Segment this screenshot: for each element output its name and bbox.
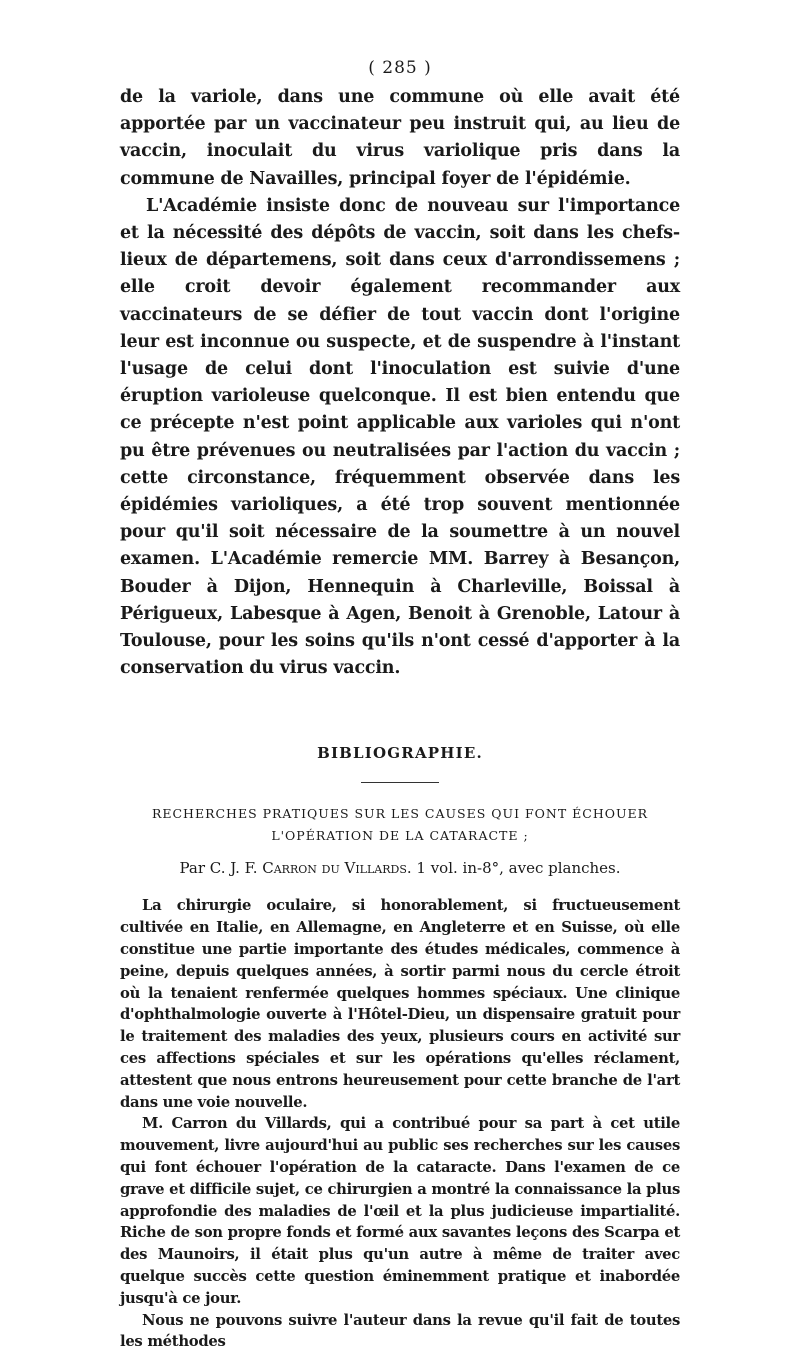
- section-divider: [361, 782, 439, 783]
- review-title-line-1: RECHERCHES PRATIQUES SUR LES CAUSES QUI FONT ÉCHOUER: [151, 806, 649, 822]
- review-paragraph-1: La chirurgie oculaire, si honorablement, si fructueusement cultivée en Italie, en Allemagne, en Angleterre et en Suisse, où elle constitue une partie importante des études médicales, commence à peine, depuis quelques années, à sortir parmi nous du cercle étroit où la tenaient renfermée quelques hommes spéciaux. Une clinique d'ophthalmologie ouverte à l'Hôtel-Dieu, un dispensaire gratuit pour le traitement des maladies des yeux, plusieurs cours en activité sur ces affections spéciales et sur les opérations qu'elles réclament, attestent que nous entrons heureusement pour cette branche de l'art dans une voie nouvelle.: [120, 897, 680, 1111]
- page-number: ( 285 ): [368, 58, 432, 78]
- document-page: [120, 58, 680, 1353]
- review-paragraph-2: M. Carron du Villards, qui a contribué pour sa part à cet utile mouvement, livre aujourd'hui au public ses recherches sur les causes qui font échouer l'opération de la cataracte. Dans l'examen de ce grave et difficile sujet, ce chirurgien a montré la connaissance la plus approfondie des maladies de l'œil et la plus judicieuse impartialité. Riche de son propre fonds et formé aux savantes leçons des Scarpa et des Maunoirs, il était plus qu'un autre à même de traiter avec quelque succès cette question éminemment pratique et inabordée jusqu'à ce jour.: [120, 1115, 680, 1307]
- body-paragraph-1: de la variole, dans une commune où elle avait été apportée par un vaccinateur peu instruit qui, au lieu de vaccin, inoculait du virus variolique pris dans la commune de Navailles, principal foyer de l'épidémie.: [120, 87, 680, 189]
- review-title-line-2: L'OPÉRATION DE LA CATARACTE ;: [271, 828, 529, 844]
- section-heading-bibliographie: BIBLIOGRAPHIE.: [317, 744, 483, 763]
- review-paragraph-3: Nous ne pouvons suivre l'auteur dans la revue qu'il fait de toutes les méthodes: [120, 1311, 680, 1351]
- review-author-line: [120, 859, 680, 877]
- body-paragraph-2: L'Académie insiste donc de nouveau sur l'importance et la nécessité des dépôts de vaccin, soit dans les chefs-lieux de départemens, soit dans ceux d'arrondissemens ; elle croit devoir également recommander aux vaccinateurs de se défier de tout vaccin dont l'origine leur est inconnue ou suspecte, et de suspendre à l'instant l'usage de celui dont l'inoculation est suivie d'une éruption varioleuse quelconque. Il est bien entendu que ce précepte n'est point applicable aux varioles qui n'ont pu être prévenues ou neutralisées par l'action du vaccin ; cette circonstance, fréquemment observée dans les épidémies varioliques, a été trop souvent mentionnée pour qu'il soit nécessaire de la soumettre à un nouvel examen. L'Académie remercie MM. Barrey à Besançon, Bouder à Dijon, Hennequin à Charleville, Boissal à Périgueux, Labesque à Agen, Benoit à Grenoble, Latour à Toulouse, pour les soins qu'ils n'ont cessé d'apporter à la conservation du virus vaccin.: [120, 195, 680, 679]
- review-title: [120, 803, 680, 847]
- author-prefix: Par C. J. F.: [179, 859, 263, 878]
- author-suffix: . 1 vol. in-8°, avec planches.: [406, 859, 621, 878]
- author-name: Carron du Villards: [262, 859, 407, 878]
